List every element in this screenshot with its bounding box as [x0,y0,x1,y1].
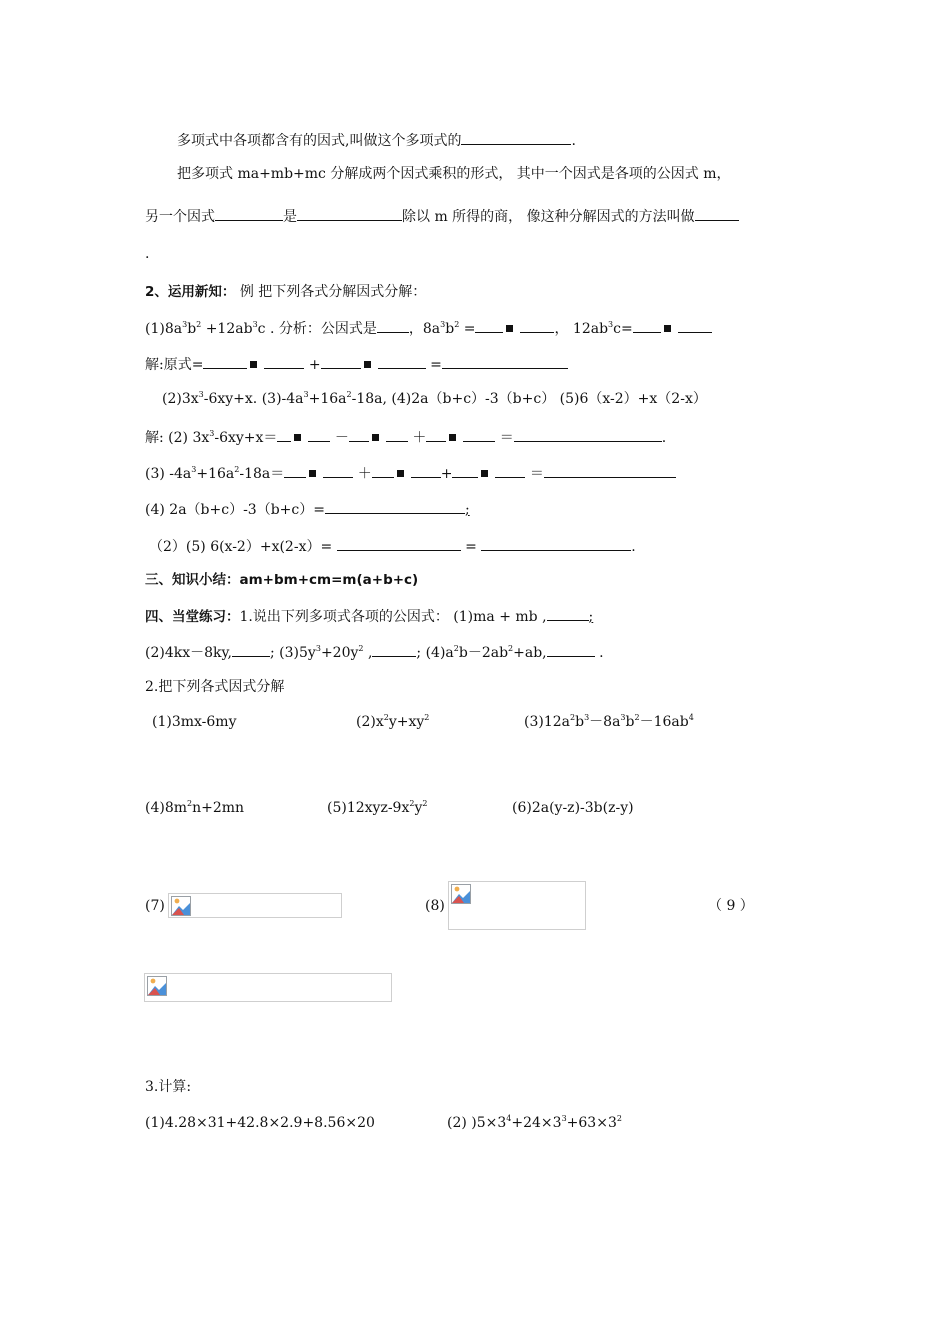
exponent: 3 [198,390,204,399]
text-fragment: +24×3 [511,1115,562,1131]
square-icon [397,470,404,477]
text-fragment: －8a [589,714,621,730]
square-icon [664,325,671,332]
text-fragment: 把多项式 ma+mb+mc 分解成两个因式乘积的形式， 其中一个因式是各项的公因式 m， [177,166,731,182]
blank[interactable] [695,206,739,221]
exponent: 2 [570,713,576,722]
broken-image-icon [147,976,167,996]
blank[interactable] [481,536,631,551]
text-fragment: = [459,321,476,337]
text-fragment: (3)12a [524,714,570,730]
text-fragment: b [187,321,197,337]
blank[interactable] [520,318,554,333]
solution-5 [149,536,636,556]
text-fragment: (1)8a [145,321,183,337]
square-icon [481,470,488,477]
para-method [145,206,739,226]
text-fragment: (3) -4a [145,466,192,482]
exponent: 3 [315,644,321,653]
blank[interactable] [215,206,283,221]
exponent: 2 [453,644,459,653]
text-fragment: 另一个因式 [145,209,215,225]
text-fragment: 解:原式= [145,357,204,373]
text-fragment: ＋ [353,466,372,482]
blank[interactable] [475,318,503,333]
exponent: 2 [234,465,240,474]
text-fragment: b [445,321,455,337]
q2-item-5 [327,799,427,817]
text-fragment: 四、当堂练习： [145,609,240,625]
exponent: 3 [584,713,590,722]
solution-3 [145,463,676,483]
text-fragment: + [440,466,453,482]
text-fragment: +ab, [513,645,547,661]
blank[interactable] [547,642,595,657]
exponent: 4 [506,1114,512,1123]
exponent: 3 [252,320,258,329]
section-2-heading [145,283,426,301]
text-fragment: ，8a [408,321,441,337]
blank[interactable] [377,318,409,333]
blank[interactable] [452,463,478,478]
blank[interactable] [321,354,361,369]
text-fragment: . [594,645,604,661]
exponent: 2 [409,799,415,808]
text-fragment: +63×3 [566,1115,617,1131]
text-fragment: 是 [283,209,297,225]
q2-item-2 [356,713,429,731]
exponent: 2 [196,320,202,329]
text-fragment: ; (4)a [416,645,454,661]
text-fragment: 解: (2) 3x [145,430,210,446]
image-placeholder [144,973,392,1002]
text-fragment: +16a [308,391,347,407]
text-fragment: 1.说出下列多项式各项的公因式： (1)ma + mb , [239,609,547,625]
text-fragment: +12ab [201,321,253,337]
exponent: 3 [191,465,197,474]
text-fragment: 除以 m 所得的商， 像这种分解因式的方法叫做 [402,209,695,225]
blank[interactable] [378,354,426,369]
text-fragment: ＝ [495,430,514,446]
section-4-heading [145,606,593,626]
blank[interactable] [337,536,461,551]
blank[interactable] [461,130,571,145]
blank[interactable] [277,427,291,442]
text-fragment: . [631,539,636,555]
blank[interactable] [349,427,369,442]
text-fragment: b [625,714,635,730]
exponent: 2 [424,713,430,722]
image-placeholder [168,893,342,918]
practice-1-row [145,642,604,662]
text-fragment: -18a, (4)2a（b+c）-3（b+c） (5)6（x-2）+x（2-x） [351,391,707,407]
blank[interactable] [323,463,353,478]
exponent: 4 [688,713,694,722]
example-1 [145,318,712,338]
text-fragment: y [414,800,423,816]
exponent: 2 [346,390,352,399]
text-fragment: ; [588,609,594,625]
exponent: 3 [620,713,626,722]
text-fragment: ， 12ab [554,321,609,337]
text-fragment: = [460,539,482,555]
exponent: 2 [187,799,193,808]
q2-item-3 [524,713,694,731]
text-fragment: (2)4kx－8ky, [145,645,233,661]
text-fragment: . [661,430,667,446]
blank[interactable] [544,463,676,478]
q2-item-4 [145,799,244,817]
exponent: 3 [303,390,309,399]
text-fragment: + [304,357,321,373]
exponent: 3 [209,429,215,438]
para-definition [177,130,576,150]
q3-item-1: (1)4.28×31+42.8×2.9+8.56×20 [145,1115,375,1131]
text-fragment: ＝ [525,466,544,482]
blank[interactable] [633,318,661,333]
blank[interactable] [232,642,270,657]
blank[interactable] [547,606,589,621]
square-icon [506,325,513,332]
exponent: 2 [383,713,389,722]
blank[interactable] [411,463,441,478]
exponent: 3 [182,320,188,329]
text-fragment: 2、运用新知： [145,284,236,300]
text-fragment: +20y [320,645,359,661]
text-fragment: ; (3)5y [270,645,316,661]
blank[interactable] [463,427,495,442]
text-fragment: n+2mn [192,800,245,816]
square-icon [294,434,301,441]
text-fragment: －16ab [639,714,689,730]
text-fragment: b [575,714,585,730]
text-fragment: c . 分析：公因式是 [257,321,377,337]
exponent: 2 [454,320,460,329]
image-placeholder [448,881,586,930]
q3-item-2 [447,1114,622,1132]
exponent: 2 [422,799,428,808]
exponent: 2 [358,644,364,653]
broken-image-icon [451,884,471,904]
text-fragment: （2）(5) 6(x-2）+x(2-x）= [149,539,337,555]
text-fragment: c= [613,321,633,337]
text-fragment: (2) )5×3 [447,1115,507,1131]
text-fragment: -6xy+x. (3)-4a [203,391,304,407]
exponent: 2 [616,1114,622,1123]
square-icon [309,470,316,477]
broken-image-icon [171,896,191,916]
blank[interactable] [308,427,330,442]
square-icon [449,434,456,441]
text-fragment: b－2ab [458,645,509,661]
blank[interactable] [495,463,525,478]
text-fragment: y+xy [388,714,425,730]
square-icon [250,361,257,368]
text-fragment: (4) 2a（b+c）-3（b+c）= [145,502,325,518]
text-fragment: (4)8m [145,800,188,816]
exponent: 2 [508,644,514,653]
text-fragment: -18a＝ [239,466,285,482]
dot: . [145,246,150,262]
text-fragment: (2)x [356,714,384,730]
blank[interactable] [372,463,394,478]
q2-item-8-label: (8) [425,898,445,914]
text-fragment: (2)3x [162,391,199,407]
solution-2 [145,427,666,447]
blank[interactable] [678,318,712,333]
blank[interactable] [426,427,446,442]
q2-item-9-label: （ 9 ） [708,898,754,914]
blank[interactable] [325,499,465,514]
q2-item-6: (6)2a(y-z)-3b(z-y) [512,800,634,816]
blank[interactable] [297,206,402,221]
blank[interactable] [264,354,304,369]
text-fragment: = [425,357,442,373]
text-fragment: 多项式中各项都含有的因式,叫做这个多项式的 [177,133,462,149]
exponent: 3 [608,320,614,329]
exponent: 3 [440,320,446,329]
text-fragment: ＋ [407,430,427,446]
section-3-heading: 三、知识小结：am+bm+cm=m(a+b+c) [145,572,419,588]
blank[interactable] [203,354,247,369]
exponent: 3 [561,1114,567,1123]
blank[interactable] [284,463,306,478]
blank[interactable] [372,642,416,657]
solution-1 [145,354,568,374]
text-fragment: (5)12xyz-9x [327,800,410,816]
para-factor [177,165,731,183]
solution-4 [145,499,470,519]
example-2 [162,390,707,408]
q2-item-1: (1)3mx-6my [152,714,237,730]
blank[interactable] [386,427,408,442]
text-fragment: － [330,430,349,446]
text-fragment: , [363,645,373,661]
blank[interactable] [514,427,662,442]
square-icon [372,434,379,441]
question-2-title: 2.把下列各式因式分解 [145,679,285,695]
text-fragment: -6xy+x＝ [214,430,278,446]
text-fragment: ; [464,502,470,518]
text-fragment: 例 把下列各式分解因式分解： [235,284,427,300]
square-icon [364,361,371,368]
text-fragment: +16a [196,466,235,482]
exponent: 2 [634,713,640,722]
q2-item-7-label: (7) [145,898,165,914]
text-fragment: . [571,133,576,149]
question-3-title: 3.计算: [145,1079,192,1095]
blank[interactable] [442,354,568,369]
